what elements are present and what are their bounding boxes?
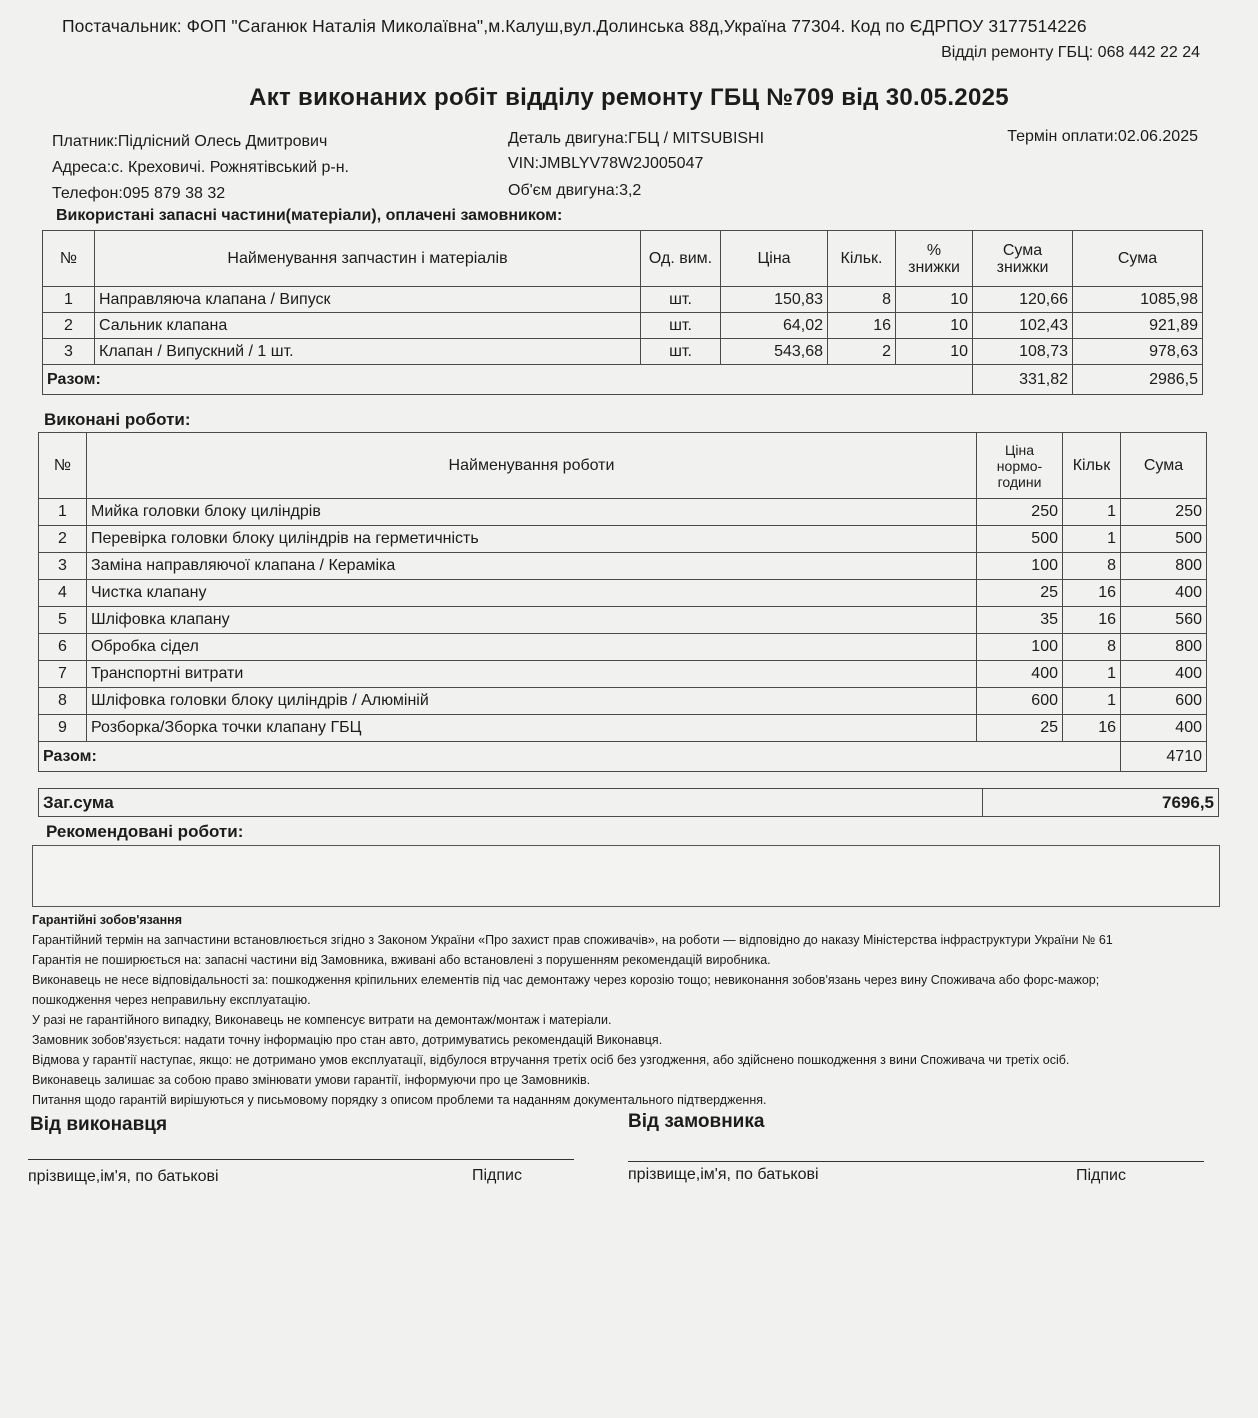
warranty-line: Замовник зобов'язується: надати точну інформацію про стан авто, дотримуватись рекомендацій Виконавця. xyxy=(32,1033,663,1047)
cell-qty: 16 xyxy=(1063,580,1121,607)
works-total-row xyxy=(39,742,1207,772)
phone: Телефон:095 879 38 32 xyxy=(52,185,226,202)
col-no: № xyxy=(39,433,87,499)
customer-signature-line xyxy=(628,1161,1204,1162)
warranty-line: Відмова у гарантії наступає, якщо: не дотримано умов експлуатації, відбулося втручання третіх осіб без узгодження, або здійснено пошкодження з вини Споживача чи третіх осіб. xyxy=(32,1053,1070,1067)
cell-sum: 600 xyxy=(1121,688,1207,715)
parts-total-sum: 2986,5 xyxy=(1073,365,1203,395)
cell-sum: 560 xyxy=(1121,607,1207,634)
cell-no: 3 xyxy=(39,553,87,580)
cell-no: 4 xyxy=(39,580,87,607)
col-price xyxy=(977,433,1063,499)
cell-price: 64,02 xyxy=(721,313,828,339)
customer-name-label: прізвище,ім'я, по батькові xyxy=(628,1166,819,1183)
col-no: № xyxy=(43,231,95,287)
executor-sign-label: Підпис xyxy=(472,1167,522,1184)
cell-disc-sum: 120,66 xyxy=(973,287,1073,313)
warranty-line: Виконавець залишає за собою право змінювати умови гарантії, інформуючи про це Замовників. xyxy=(32,1073,591,1087)
table-row xyxy=(39,634,1207,661)
cell-name: Мийка головки блоку циліндрів xyxy=(87,499,977,526)
col-price-line3: години xyxy=(997,473,1042,490)
cell-sum: 978,63 xyxy=(1073,339,1203,365)
cell-qty: 16 xyxy=(1063,715,1121,742)
col-price: Ціна xyxy=(721,231,828,287)
cell-name: Чистка клапану xyxy=(87,580,977,607)
cell-name: Обробка сідел xyxy=(87,634,977,661)
cell-disc-pct: 10 xyxy=(896,339,973,365)
cell-price: 35 xyxy=(977,607,1063,634)
warranty-line: Виконавець не несе відповідальності за: пошкодження кріпильних елементів під час демонтажу через корозію тощо; невиконання зобов'язань через вину Споживача або форс-мажор; xyxy=(32,973,1100,987)
col-disc-sum xyxy=(973,231,1073,287)
engine-volume: Об'єм двигуна:3,2 xyxy=(508,182,642,199)
supplier-info: Постачальник: ФОП "Саганюк Наталія Миколаївна",м.Калуш,вул.Долинська 88д,Україна 77304. Код по ЄДРПОУ 3177514226 xyxy=(62,16,1087,36)
table-row xyxy=(39,526,1207,553)
document-title: Акт виконаних робіт відділу ремонту ГБЦ №709 від 30.05.2025 xyxy=(249,84,1009,111)
cell-price: 150,83 xyxy=(721,287,828,313)
table-row xyxy=(43,339,1203,365)
cell-name: Шліфовка головки блоку циліндрів / Алюміній xyxy=(87,688,977,715)
cell-price: 25 xyxy=(977,715,1063,742)
col-sum: Сума xyxy=(1121,433,1207,499)
col-name: Найменування роботи xyxy=(87,433,977,499)
col-disc-sum-line1: Сума xyxy=(1002,241,1043,259)
cell-sum: 400 xyxy=(1121,661,1207,688)
table-row xyxy=(39,661,1207,688)
cell-no: 8 xyxy=(39,688,87,715)
customer-sign-label: Підпис xyxy=(1076,1167,1126,1184)
cell-price: 250 xyxy=(977,499,1063,526)
grand-total-label: Заг.сума xyxy=(39,789,983,817)
cell-name: Заміна направляючої клапана / Кераміка xyxy=(87,553,977,580)
cell-name: Клапан / Випускний / 1 шт. xyxy=(95,339,641,365)
cell-price: 600 xyxy=(977,688,1063,715)
cell-sum: 921,89 xyxy=(1073,313,1203,339)
cell-qty: 1 xyxy=(1063,661,1121,688)
cell-qty: 16 xyxy=(828,313,896,339)
executor-signature-line xyxy=(28,1159,574,1160)
address: Адреса:с. Креховичі. Рожнятівський р-н. xyxy=(52,159,349,176)
recommended-heading: Рекомендовані роботи: xyxy=(46,822,244,841)
cell-qty: 2 xyxy=(828,339,896,365)
cell-no: 1 xyxy=(39,499,87,526)
cell-price: 400 xyxy=(977,661,1063,688)
cell-name: Транспортні витрати xyxy=(87,661,977,688)
customer-heading: Від замовника xyxy=(628,1111,765,1132)
table-row xyxy=(39,553,1207,580)
cell-price: 100 xyxy=(977,634,1063,661)
warranty-line: пошкодження через неправильну експлуатацію. xyxy=(32,993,311,1007)
engine-part: Деталь двигуна:ГБЦ / MITSUBISHI xyxy=(508,130,765,147)
cell-name: Направляюча клапана / Випуск xyxy=(95,287,641,313)
executor-heading: Від виконавця xyxy=(30,1114,168,1135)
col-sum: Сума xyxy=(1073,231,1203,287)
cell-no: 2 xyxy=(39,526,87,553)
table-row xyxy=(39,580,1207,607)
cell-no: 7 xyxy=(39,661,87,688)
col-qty: Кільк xyxy=(1063,433,1121,499)
parts-heading: Використані запасні частини(матеріали), оплачені замовником: xyxy=(56,207,563,224)
parts-total-row xyxy=(43,365,1203,395)
col-unit: Од. вим. xyxy=(641,231,721,287)
warranty-line: Гарантія не поширюється на: запасні частини від Замовника, вживані або встановлені з порушенням рекомендацій виробника. xyxy=(32,953,771,967)
cell-qty: 1 xyxy=(1063,688,1121,715)
parts-total-label: Разом: xyxy=(43,365,973,395)
col-name: Найменування запчастин і матеріалів xyxy=(95,231,641,287)
cell-name: Шліфовка клапану xyxy=(87,607,977,634)
cell-disc-pct: 10 xyxy=(896,313,973,339)
warranty-title: Гарантійні зобов'язання xyxy=(32,913,183,927)
cell-sum: 400 xyxy=(1121,580,1207,607)
cell-qty: 8 xyxy=(1063,553,1121,580)
cell-name: Розборка/Зборка точки клапану ГБЦ xyxy=(87,715,977,742)
cell-unit: шт. xyxy=(641,287,721,313)
cell-price: 25 xyxy=(977,580,1063,607)
cell-qty: 8 xyxy=(828,287,896,313)
warranty-section xyxy=(32,910,1113,1110)
col-disc-sum-line2: знижки xyxy=(996,258,1049,276)
cell-sum: 800 xyxy=(1121,634,1207,661)
cell-price: 500 xyxy=(977,526,1063,553)
cell-no: 6 xyxy=(39,634,87,661)
parts-header-row xyxy=(43,231,1203,287)
col-price-line1: Ціна xyxy=(1005,441,1034,458)
works-header-row xyxy=(39,433,1207,499)
cell-no: 9 xyxy=(39,715,87,742)
parts-total-disc: 331,82 xyxy=(973,365,1073,395)
cell-disc-pct: 10 xyxy=(896,287,973,313)
cell-price: 543,68 xyxy=(721,339,828,365)
works-table xyxy=(38,432,1207,772)
warranty-line: Гарантійний термін на запчастини встановлюється згідно з Законом України «Про захист прав споживачів», на роботи — відповідно до наказу Міністерства інфраструктури України № 61 xyxy=(32,933,1113,947)
grand-total-value: 7696,5 xyxy=(983,789,1219,817)
table-row xyxy=(39,607,1207,634)
works-total-sum: 4710 xyxy=(1121,742,1207,772)
payment-term: Термін оплати:02.06.2025 xyxy=(1007,128,1198,145)
col-disc-pct-line1: % xyxy=(926,241,942,259)
col-price-line2: нормо- xyxy=(996,457,1043,474)
grand-total-table xyxy=(38,788,1219,817)
payer: Платник:Підлісний Олесь Дмитрович xyxy=(52,133,328,150)
cell-no: 1 xyxy=(43,287,95,313)
warranty-line: Питання щодо гарантій вирішуються у письмовому порядку з описом проблеми та наданням документального підтвердження. xyxy=(32,1093,767,1107)
cell-no: 5 xyxy=(39,607,87,634)
table-row xyxy=(39,715,1207,742)
cell-sum: 400 xyxy=(1121,715,1207,742)
cell-qty: 1 xyxy=(1063,526,1121,553)
cell-price: 100 xyxy=(977,553,1063,580)
cell-disc-sum: 102,43 xyxy=(973,313,1073,339)
warranty-line: У разі не гарантійного випадку, Виконавець не компенсує витрати на демонтаж/монтаж і матеріали. xyxy=(32,1013,612,1027)
vin: VIN:JMBLYV78W2J005047 xyxy=(508,155,704,172)
cell-no: 3 xyxy=(43,339,95,365)
cell-qty: 8 xyxy=(1063,634,1121,661)
col-disc-pct-line2: знижки xyxy=(908,258,960,276)
cell-disc-sum: 108,73 xyxy=(973,339,1073,365)
cell-qty: 16 xyxy=(1063,607,1121,634)
cell-sum: 800 xyxy=(1121,553,1207,580)
table-row xyxy=(43,287,1203,313)
department-phone: Відділ ремонту ГБЦ: 068 442 22 24 xyxy=(941,44,1200,61)
cell-sum: 500 xyxy=(1121,526,1207,553)
cell-sum: 250 xyxy=(1121,499,1207,526)
table-row xyxy=(39,499,1207,526)
works-total-label: Разом: xyxy=(39,742,1121,772)
recommended-works-box xyxy=(32,845,1220,907)
works-heading: Виконані роботи: xyxy=(44,410,191,429)
executor-name-label: прізвище,ім'я, по батькові xyxy=(28,1168,219,1185)
cell-sum: 1085,98 xyxy=(1073,287,1203,313)
parts-table xyxy=(42,230,1203,395)
cell-no: 2 xyxy=(43,313,95,339)
cell-unit: шт. xyxy=(641,313,721,339)
col-disc-pct xyxy=(896,231,973,287)
table-row xyxy=(43,313,1203,339)
col-qty: Кільк. xyxy=(828,231,896,287)
cell-name: Перевірка головки блоку циліндрів на герметичність xyxy=(87,526,977,553)
cell-name: Сальник клапана xyxy=(95,313,641,339)
cell-unit: шт. xyxy=(641,339,721,365)
table-row xyxy=(39,688,1207,715)
cell-qty: 1 xyxy=(1063,499,1121,526)
